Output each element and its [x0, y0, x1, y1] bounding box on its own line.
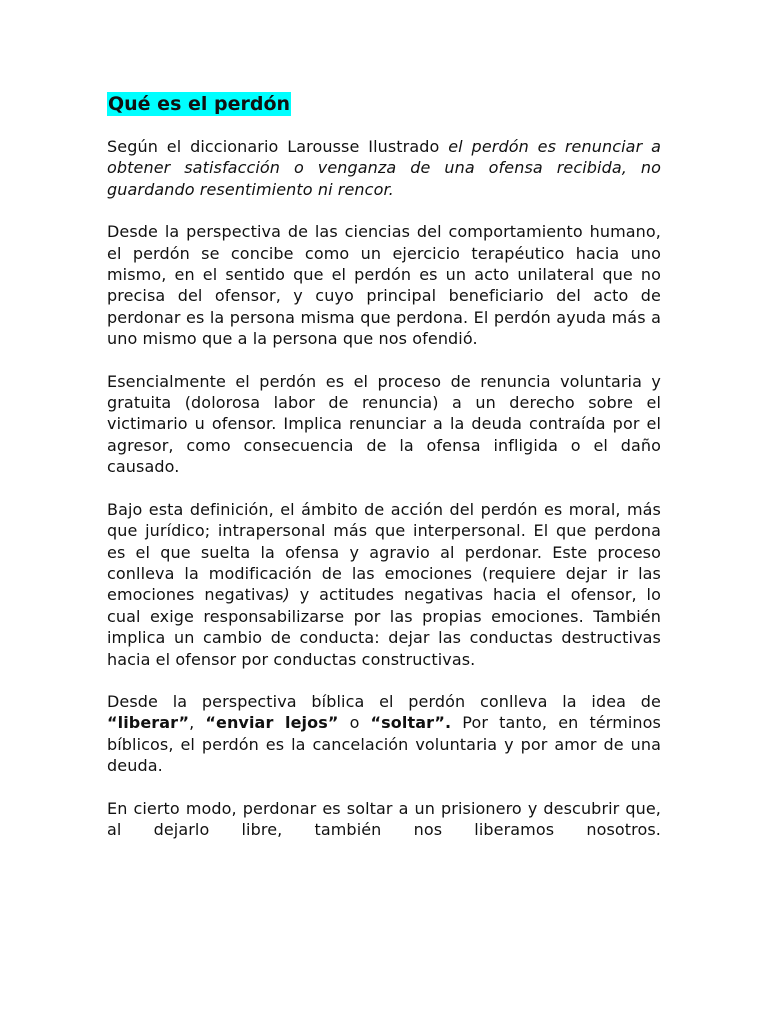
document-page: [107, 92, 661, 861]
paragraph-biblical-intro: Desde la perspectiva bíblica el perdón conlleva la idea de: [107, 691, 661, 711]
paragraph-moral-scope-after: y actitudes negativas hacia el ofensor, lo cual exige responsabilizarse por las propias emociones. También implica un cambio de conducta: dejar las conductas destructivas hacia el ofensor por conductas constructivas.: [107, 585, 661, 669]
paragraph-essential: Esencialmente el perdón es el proceso de renuncia voluntaria y gratuita (dolorosa labor de renuncia) a un derecho sobre el victimario u ofensor. Implica renunciar a la deuda contraída por el agresor, como consecuencia de la ofensa infligida o el daño causado.: [107, 371, 661, 477]
paragraph-biblical-rest: Por tanto, en términos bíblicos, el perdón es la cancelación voluntaria y por amor de una deuda.: [107, 713, 661, 776]
paragraph-moral-scope-paren: ): [283, 585, 290, 605]
paragraph-behavioral-science: Desde la perspectiva de las ciencias del comportamiento humano, el perdón se concibe como un ejercicio terapéutico hacia uno mismo, en el sentido que el perdón es un acto unilateral que no precisa del ofensor, y cuyo principal beneficiario del acto de perdonar es la persona misma que perdona. El perdón ayuda más a uno mismo que a la persona que nos ofendió.: [107, 222, 661, 349]
separator-1: ,: [189, 713, 206, 733]
term-soltar: “soltar”.: [370, 713, 452, 733]
separator-2: o: [338, 713, 371, 733]
paragraph-definition-italic: el perdón es renunciar a obtener satisfacción o venganza de una ofensa recibida, no guardando resentimiento ni rencor.: [107, 137, 661, 199]
paragraph-definition: [107, 136, 661, 200]
paragraph-moral-scope: [107, 499, 661, 670]
paragraph-biblical: [107, 691, 661, 777]
term-liberar: “liberar”: [107, 713, 190, 733]
term-enviar-lejos: “enviar lejos”: [205, 713, 339, 733]
paragraph-moral-scope-before: Bajo esta definición, el ámbito de acción del perdón es moral, más que jurídico; intrapersonal más que interpersonal. El que perdona es el que suelta la ofensa y agravio al perdonar. Este proceso conlleva la modificación de las emociones (requiere dejar ir las emociones negativas: [107, 499, 661, 605]
paragraph-prisoner: En cierto modo, perdonar es soltar a un prisionero y descubrir que, al dejarlo libre, también nos liberamos nosotros.: [107, 798, 661, 839]
paragraph-definition-text: Según el diccionario Larousse Ilustrado: [107, 137, 449, 156]
page-title: Qué es el perdón: [108, 93, 291, 115]
